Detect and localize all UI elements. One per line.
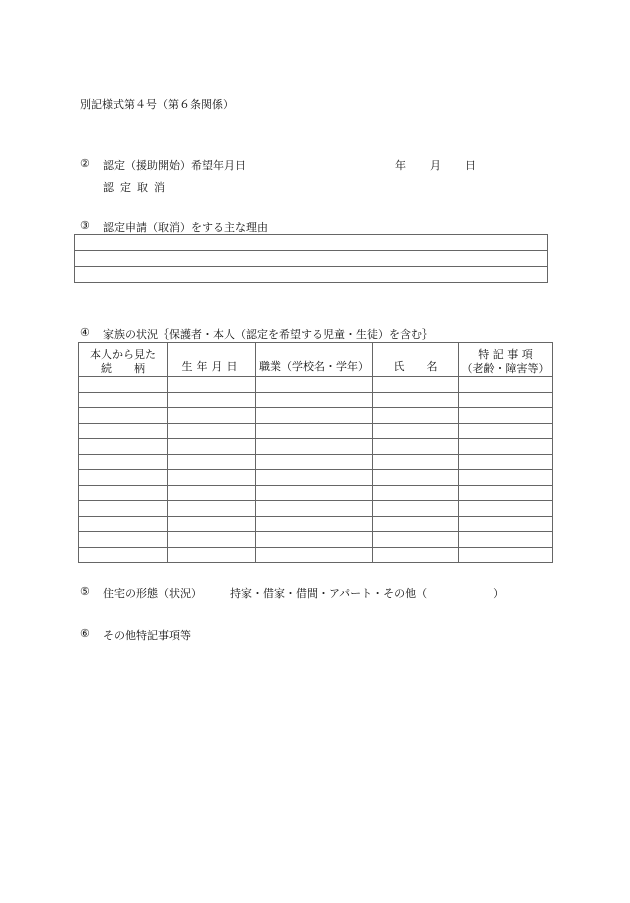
cell-relation[interactable]: [79, 439, 168, 455]
section-3-label: 認定申請（取消）をする主な理由: [103, 221, 268, 234]
form-title: 別記様式第４号（第６条関係）: [80, 98, 234, 111]
cell-dob[interactable]: [168, 377, 256, 393]
cell-notes[interactable]: [459, 439, 553, 455]
table-row: [79, 516, 553, 532]
cell-occupation[interactable]: [256, 485, 373, 501]
section-2-number: ②: [80, 157, 90, 170]
section-6-label: その他特記事項等: [103, 629, 191, 642]
cell-relation[interactable]: [79, 470, 168, 486]
cell-relation[interactable]: [79, 532, 168, 548]
header-dob: 生年月日: [168, 343, 256, 377]
cell-name[interactable]: [373, 532, 459, 548]
cell-name[interactable]: [373, 423, 459, 439]
cell-relation[interactable]: [79, 454, 168, 470]
cell-relation[interactable]: [79, 392, 168, 408]
cell-occupation[interactable]: [256, 392, 373, 408]
cell-occupation[interactable]: [256, 532, 373, 548]
cell-dob[interactable]: [168, 408, 256, 424]
reason-line[interactable]: [75, 251, 547, 267]
reason-box[interactable]: [74, 234, 548, 283]
reason-line[interactable]: [75, 267, 547, 282]
table-row: [79, 392, 553, 408]
header-relation: [79, 343, 168, 377]
cell-notes[interactable]: [459, 408, 553, 424]
cell-notes[interactable]: [459, 485, 553, 501]
cell-occupation[interactable]: [256, 423, 373, 439]
table-row: [79, 377, 553, 393]
cell-dob[interactable]: [168, 485, 256, 501]
cell-dob[interactable]: [168, 392, 256, 408]
cell-notes[interactable]: [459, 532, 553, 548]
section-3-number: ③: [80, 219, 90, 232]
cell-name[interactable]: [373, 485, 459, 501]
cell-notes[interactable]: [459, 377, 553, 393]
cell-notes[interactable]: [459, 423, 553, 439]
table-row: [79, 547, 553, 563]
cell-occupation[interactable]: [256, 516, 373, 532]
header-notes-line1: 特 記 事 項: [478, 348, 533, 361]
cell-relation[interactable]: [79, 408, 168, 424]
table-row: [79, 532, 553, 548]
cell-notes[interactable]: [459, 547, 553, 563]
cell-name[interactable]: [373, 516, 459, 532]
cell-occupation[interactable]: [256, 547, 373, 563]
reason-line[interactable]: [75, 235, 547, 251]
cell-dob[interactable]: [168, 423, 256, 439]
cell-name[interactable]: [373, 439, 459, 455]
cell-notes[interactable]: [459, 392, 553, 408]
cell-dob[interactable]: [168, 516, 256, 532]
table-row: [79, 439, 553, 455]
cell-relation[interactable]: [79, 547, 168, 563]
header-occupation: 職業（学校名・学年）: [256, 343, 373, 377]
cell-occupation[interactable]: [256, 454, 373, 470]
header-notes: [459, 343, 553, 377]
section-5-number: ⑤: [80, 585, 90, 598]
section-5-label: 住宅の形態（状況）: [103, 587, 202, 600]
cell-dob[interactable]: [168, 470, 256, 486]
table-row: [79, 470, 553, 486]
cell-name[interactable]: [373, 470, 459, 486]
cell-occupation[interactable]: [256, 439, 373, 455]
section-4-number: ④: [80, 326, 90, 339]
family-table-body: [79, 377, 553, 563]
table-header-row: [79, 343, 553, 377]
header-name: 氏 名: [373, 343, 459, 377]
table-row: [79, 485, 553, 501]
cell-dob[interactable]: [168, 454, 256, 470]
cell-relation[interactable]: [79, 516, 168, 532]
cell-notes[interactable]: [459, 454, 553, 470]
header-relation-line1: 本人から見た: [90, 348, 156, 361]
section-2-label: 認定（援助開始）希望年月日: [103, 159, 246, 172]
cell-name[interactable]: [373, 408, 459, 424]
cell-relation[interactable]: [79, 423, 168, 439]
cell-dob[interactable]: [168, 532, 256, 548]
cell-notes[interactable]: [459, 501, 553, 517]
year-label: 年: [395, 159, 406, 172]
cell-dob[interactable]: [168, 501, 256, 517]
cell-occupation[interactable]: [256, 501, 373, 517]
table-row: [79, 454, 553, 470]
cell-dob[interactable]: [168, 439, 256, 455]
day-label: 日: [465, 159, 476, 172]
cell-occupation[interactable]: [256, 377, 373, 393]
cell-relation[interactable]: [79, 377, 168, 393]
cell-occupation[interactable]: [256, 470, 373, 486]
cell-name[interactable]: [373, 547, 459, 563]
cell-name[interactable]: [373, 392, 459, 408]
table-row: [79, 423, 553, 439]
month-label: 月: [430, 159, 441, 172]
cell-notes[interactable]: [459, 516, 553, 532]
cell-occupation[interactable]: [256, 408, 373, 424]
section-4-label: 家族の状況｛保護者・本人（認定を希望する児童・生徒）を含む｝: [103, 328, 433, 341]
cell-name[interactable]: [373, 377, 459, 393]
cell-relation[interactable]: [79, 501, 168, 517]
section-6-number: ⑥: [80, 627, 90, 640]
header-relation-line2: 続 柄: [101, 362, 145, 375]
cell-dob[interactable]: [168, 547, 256, 563]
cell-relation[interactable]: [79, 485, 168, 501]
table-row: [79, 501, 553, 517]
header-notes-line2: （老齢・障害等）: [461, 362, 550, 375]
table-row: [79, 408, 553, 424]
cell-notes[interactable]: [459, 470, 553, 486]
cell-name[interactable]: [373, 454, 459, 470]
housing-options[interactable]: 持家・借家・借間・アパート・その他（ ）: [230, 587, 505, 600]
cancel-label: 認定取消: [103, 181, 171, 194]
cell-name[interactable]: [373, 501, 459, 517]
family-table: [78, 342, 553, 563]
